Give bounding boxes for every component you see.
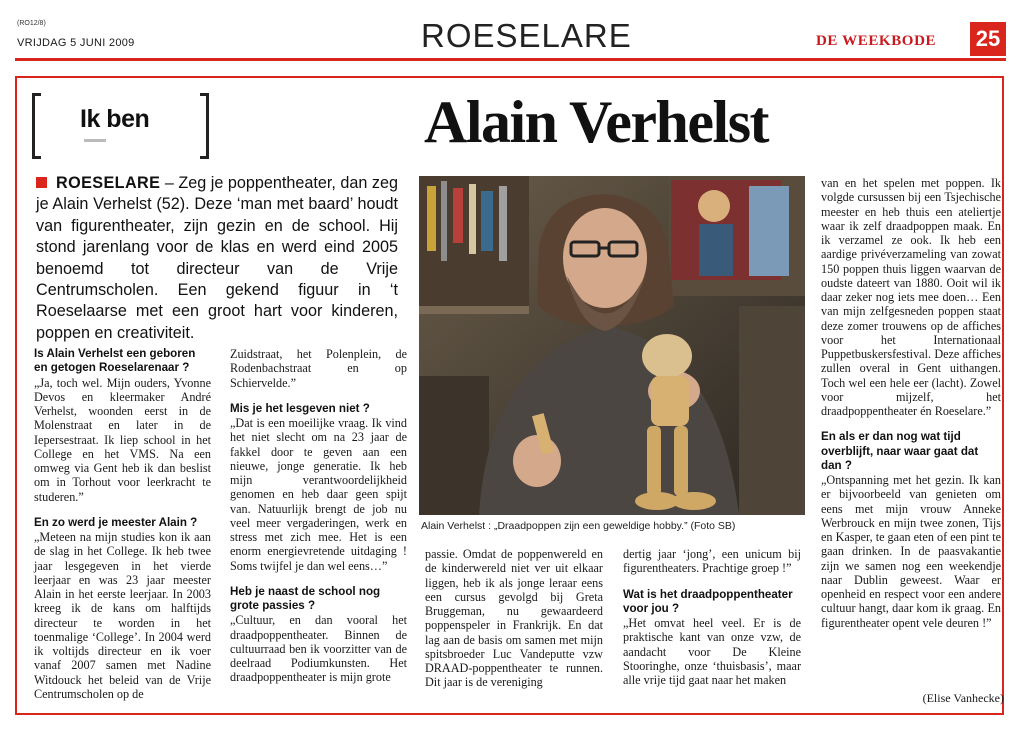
- photo-illustration: [419, 176, 805, 515]
- question-6: En als er dan nog wat tijd overblijft, naar waar gaat dat dan ?: [821, 430, 979, 472]
- lead-text: – Zeg je poppentheater, dan zeg je Alain Verhelst (52). Deze ‘man met baard’ houdt van figurentheater, zijn gezin en de school. Hij stond jarenlang voor de klas en werd eind 2005 benoemd tot directeur van de Vrije Centrumscholen. Een gekend figuur in ‘t Roeselaarse met een groot hart voor kinderen, poppen en creativiteit.: [36, 174, 398, 342]
- edition-code: (RO12/8): [17, 20, 46, 27]
- answer-4-end: dertig jaar ‘jong’, een unicum bij figurentheaters. Prachtige groep !”: [623, 547, 801, 576]
- question-4: Heb je naast de school nog grote passies ?: [230, 584, 381, 612]
- kicker-box: [32, 93, 212, 163]
- section-title: ROESELARE: [421, 17, 632, 54]
- answer-3: „Dat is een moeilijke vraag. Ik vind het niet slecht om na 23 jaar de fakkel door te geven aan een nieuwe, jonge generatie. Ik heb mijn verantwoordelijkheid genomen en heb daar geen spijt van. Natuurlijk brengt de job nu veel meer vergaderingen, werk en stress met zich mee. Het is een enorm energievretende uitdaging ! Soms twijfel je dan wel eens…”: [230, 416, 407, 573]
- answer-1: „Ja, toch wel. Mijn ouders, Yvonne Devos en kleermaker André Verhelst, woonden eerst in de Molenstraat en later in de Iepersestraat. Ik liep school in het College en het VMS. Na een omweg via Gent heb ik dan beslist om in Torhout voor leerkracht te studeren.”: [34, 375, 211, 504]
- answer-5-continued: van en het spelen met poppen. Ik volgde cursussen bij een Tsjechische meester en heb thuis een ateliertje waar ik zelf draadpoppen maak. En ik verzamel ze ook. Ik heb een aardige privéverzameling van zowat 150 poppen thuis liggen waarvan de oudste dateert van 1880. Ooit wil ik daar zeker nog iets mee doen… Een van mijn zelfgesneden poppen staat deze zomer trouwens op de affiches voor het Internationaal Puppetbuskersfestival. Deze affiches zullen overal in Gent uithangen. Toch wel een hele eer (lacht). Zowel voor mijzelf, het draadpoppentheater én Roeselare.”: [821, 176, 1001, 418]
- article-headline: Alain Verhelst: [424, 89, 769, 155]
- answer-5: „Het omvat heel veel. Er is de praktische kant van onze vzw, de aandacht voor De Kleine Stooringhe, onze ‘thuisbasis’, maar alle vrije tijd gaat naar het maken: [623, 616, 801, 687]
- answer-4: „Cultuur, en dan vooral het draadpoppentheater. Binnen de cultuurraad ben ik voorzitter van de deelraad Podiumkunsten. Het draadpoppentheater is mijn grote: [230, 613, 407, 685]
- lead-location: ROESELARE: [56, 174, 161, 192]
- answer-2-continued: Zuidstraat, het Polenplein, de Rodenbachstraat en op Schiervelde.”: [230, 347, 407, 390]
- column-2: [230, 347, 407, 685]
- column-1: [34, 347, 211, 701]
- author-credit: (Elise Vanhecke): [922, 691, 1004, 705]
- answer-6: „Ontspanning met het gezin. Ik kan er bijvoorbeeld van genieten om eens met mijn vrouw Anneke Werbrouck en mijn twee zonen, Tijs en Kasper, te gaan eten of een pint te gaan drinken. In de paasvakantie zijn we samen nog een weekendje naar Dublin geweest. Waar er openheid en respect voor een andere cultuur hangt, daar kom ik graag. En figurentheater opent vele deuren !”: [821, 473, 1001, 630]
- answer-4-continued: passie. Omdat de poppenwereld en de kinderwereld niet ver uit elkaar liggen, heb ik als jonge leraar eens een cursus gevolgd bij Greta Bruggeman, nu gewaardeerd poppenspeler in Frankrijk. En dat lag aan de basis om samen met mijn spitsbroeder Luc Vandeputte vzw DRAAD-poppentheater te runnen. Dit jaar is de vereniging: [425, 547, 603, 690]
- newspaper-brand: DE WEEKBODE: [816, 33, 937, 49]
- kicker-underline: [84, 139, 106, 142]
- column-4: [623, 547, 801, 687]
- question-5: Wat is het draadpoppentheater voor jou ?: [623, 587, 793, 615]
- right-bracket: [200, 93, 209, 159]
- left-bracket: [32, 93, 41, 159]
- question-2: En zo werd je meester Alain ?: [34, 515, 198, 529]
- lead-square-icon: [36, 177, 47, 188]
- question-1: Is Alain Verhelst een geboren en getogen Roeselarenaar ?: [34, 347, 196, 375]
- header-rule: [15, 58, 1006, 61]
- page-number: 25: [970, 22, 1006, 56]
- kicker-label: Ik ben: [80, 105, 150, 133]
- answer-2: „Meteen na mijn studies kon ik aan de slag in het College. Ik heb twee jaar lesgegeven in het vierde leerjaar en was 23 jaar meester Alain in het eerste leerjaar. In 2003 kreeg ik de kans om halftijds directeur te worden in het toenmalige ‘College’. In 2004 werd ik voltijds directeur en ik voer vanaf 2007 samen met Nadine Witdouck het beleid van de Vrije Centrumscholen op de: [34, 530, 211, 701]
- photo-caption: Alain Verhelst : „Draadpoppen zijn een geweldige hobby.” (Foto SB): [421, 520, 736, 532]
- publication-date: VRIJDAG 5 JUNI 2009: [17, 37, 135, 49]
- column-5: [821, 176, 1001, 630]
- question-3: Mis je het lesgeven niet ?: [230, 401, 370, 415]
- column-3: [425, 547, 603, 690]
- article-photo: [419, 176, 805, 515]
- article-lead: [36, 173, 398, 344]
